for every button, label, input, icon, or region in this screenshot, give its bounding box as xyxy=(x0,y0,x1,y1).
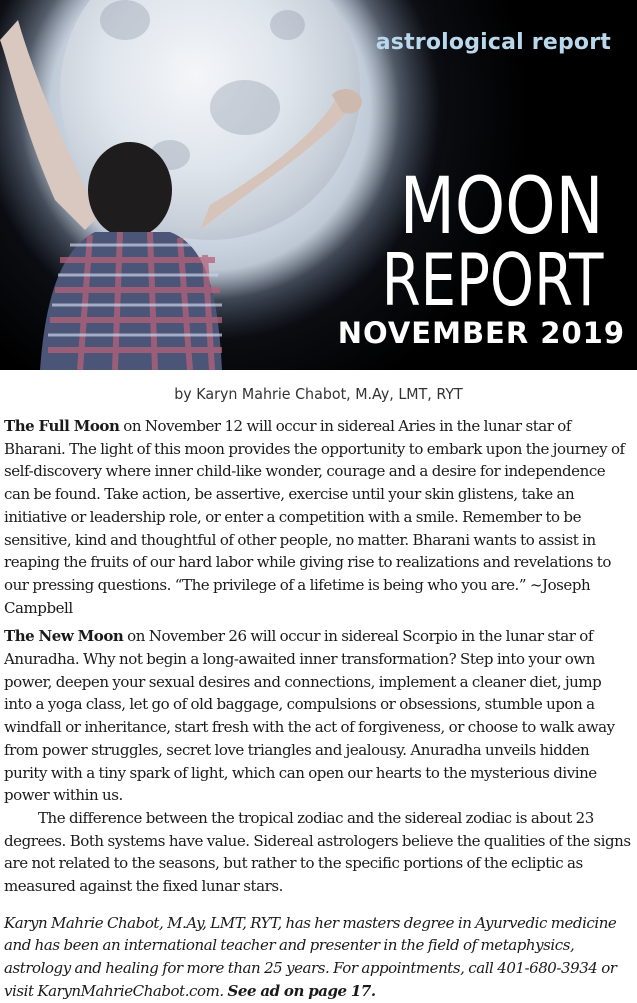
zodiac-paragraph: The difference between the tropical zodiac and the sidereal zodiac is about 23 degrees. Both systems have value. Sidereal astrologers believe the qualities of the signs are not related to the seasons, but rather to the specific portions of the ecliptic as measured against the fixed lunar stars. xyxy=(4,808,631,896)
title-moon: MOON xyxy=(399,162,603,252)
author-byline: by Karyn Mahrie Chabot, M.Ay, LMT, RYT xyxy=(174,385,463,403)
full-moon-text: on November 12 will occur in sidereal Aries in the lunar star of Bharani. The light of this moon provides the opportunity to embark upon the journey of self-discovery where inner child-like wonder, courage and a desire for independence can be found. Take action, be assertive, exercise until your skin glistens, take an initiative or leadership role, or enter a competition with a smile. Remember to be sensitive, kind and thoughtful of other people, no matter. Bharani wants to assist in reaping the fruits of our hard labor while giving rise to realizations and revelations to our pressing questions. “The privilege of a lifetime is being who you are.” ~Joseph Campbell xyxy=(4,417,625,617)
section-kicker: astrological report xyxy=(375,30,611,55)
bio-cta: See ad on page 17. xyxy=(227,981,376,1000)
new-moon-paragraph xyxy=(4,625,631,807)
article-body xyxy=(0,415,637,1003)
full-moon-paragraph xyxy=(4,415,631,619)
author-bio xyxy=(4,912,631,1003)
new-moon-lead: The New Moon xyxy=(4,627,124,646)
new-moon-text: on November 26 will occur in sidereal Scorpio in the lunar star of Anuradha. Why not begin a long-awaited inner transformation? Step into your own power, deepen your sexual desires and connections, implement a cleaner diet, jump into a yoga class, let go of old baggage, compulsions or obsessions, stumble upon a windfall or inheritance, start fresh with the act of forgiveness, or choose to walk away from power struggles, secret love triangles and jealousy. Anuradha unveils hidden purity with a tiny spark of light, which can open our hearts to the mysterious divine power within us. xyxy=(4,627,615,805)
hero-image xyxy=(0,0,637,370)
full-moon-lead: The Full Moon xyxy=(4,417,120,435)
title-date: NOVEMBER 2019 xyxy=(337,316,625,350)
bio-text: Karyn Mahrie Chabot, M.Ay, LMT, RYT, has her masters degree in Ayurvedic medicine and has been an international teacher and presenter in the field of metaphysics, astrology and healing for more than 25 years. For appointments, call 401-680-3934 or visit KarynMahrieChabot.com. xyxy=(4,913,617,1000)
title-report: REPORT xyxy=(381,238,603,322)
